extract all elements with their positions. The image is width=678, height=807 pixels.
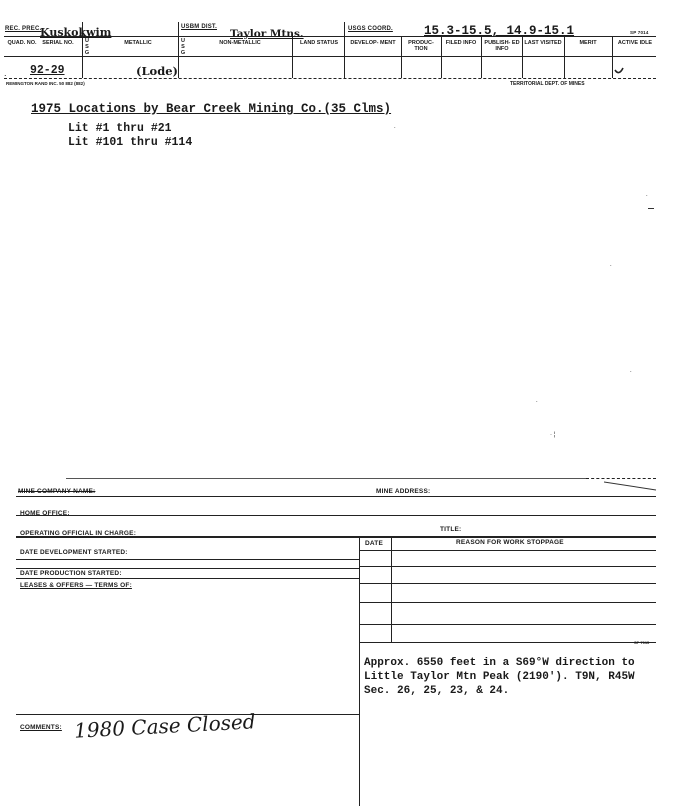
check-mark-icon <box>612 58 626 78</box>
location-line-2: Lit #101 thru #114 <box>68 136 193 149</box>
home-office-label: HOME OFFICE: <box>20 510 70 517</box>
dept-line: TERRITORIAL DEPT. OF MINES <box>510 81 585 87</box>
col-last-visited: LAST VISITED <box>524 40 562 46</box>
form-code: SP 7014 <box>630 30 649 35</box>
col-merit: MERIT <box>579 40 597 46</box>
quad-value: 92-29 <box>30 64 65 77</box>
operating-official-label: OPERATING OFFICIAL IN CHARGE: <box>20 530 137 537</box>
form-code-2: SP 7015 <box>634 640 650 645</box>
usg-letters-1: U S G <box>84 38 90 56</box>
col-metallic: METALLIC <box>124 40 152 46</box>
lode-value: (Lode) <box>136 64 178 78</box>
reason-col-header: REASON FOR WORK STOPPAGE <box>456 539 564 546</box>
leases-label: LEASES & OFFERS — TERMS OF: <box>20 582 132 589</box>
mine-address-label: MINE ADDRESS: <box>376 488 431 495</box>
usg-letters-2: U S G <box>180 38 186 56</box>
col-production: PRODUC- TION <box>408 40 434 52</box>
usgs-coord-label: USGS COORD. <box>348 26 393 32</box>
usbm-dist-value: Taylor Mtns. <box>230 28 304 40</box>
margin-dot: . <box>4 68 7 78</box>
date-development-label: DATE DEVELOPMENT STARTED: <box>20 549 128 556</box>
mine-company-name-label: MINE COMPANY NAME: <box>18 488 96 495</box>
col-active-idle: ACTIVE IDLE <box>617 40 653 46</box>
usbm-dist-label: USBM DIST. <box>181 24 218 30</box>
location-line-1: Lit #1 thru #21 <box>68 122 172 135</box>
title-label: TITLE: <box>440 526 462 533</box>
rec-prec-value: Kuskokwim <box>40 26 112 39</box>
location-note: Approx. 6550 feet in a S69°W direction to Little Taylor Mtn Peak (2190'). T9N, R45W Sec. 26, 25, 23, & 24. <box>364 657 635 697</box>
date-col-header: DATE <box>365 540 384 547</box>
usgs-coord-value: 15.3-15.5, 14.9-15.1 <box>424 24 575 38</box>
locations-title: 1975 Locations by Bear Creek Mining Co.(35 Clms) <box>31 102 392 116</box>
rec-prec-label: REC. PREC. <box>5 26 42 32</box>
printer-line: REMINGTON RAND INC. 50 882 (882) <box>6 81 85 86</box>
col-land-status: LAND STATUS <box>300 40 338 46</box>
col-published-info: PUBLISH- ED INFO <box>484 40 520 52</box>
col-quad-no: QUAD. NO. <box>7 40 37 46</box>
comments-handwritten: 1980 Case Closed <box>73 709 257 743</box>
scan-curve <box>604 478 658 494</box>
col-non-metallic: NON-METALLIC <box>219 40 261 46</box>
date-production-label: DATE PRODUCTION STARTED: <box>20 570 122 577</box>
comments-label: COMMENTS: <box>20 724 62 731</box>
col-filed-info: FILED INFO <box>445 40 477 46</box>
col-serial-no: SERIAL NO. <box>42 40 74 46</box>
col-development: DEVELOP- MENT <box>350 40 396 46</box>
